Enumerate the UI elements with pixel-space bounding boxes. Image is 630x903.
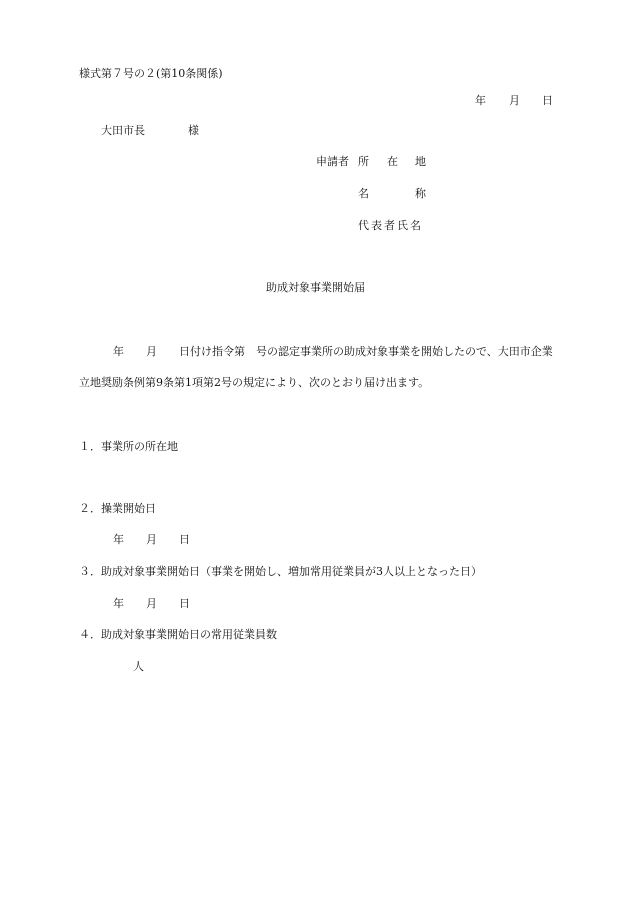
date-month-label: 月 [509, 94, 520, 107]
applicant-representative: 代表者氏名 [358, 219, 423, 232]
item-unit-label: 人 [133, 660, 144, 673]
item-month-label: 月 [146, 597, 157, 610]
applicant-address-char: 所 [358, 155, 369, 168]
item-label: １．事業所の所在地 [79, 440, 178, 453]
document-title: 助成対象事業開始届 [266, 281, 365, 294]
body-day-text: 日付け指令第 [179, 345, 245, 358]
item-label: ２．操業開始日 [79, 502, 156, 515]
item-label: ４．助成対象事業開始日の常用従業員数 [79, 628, 277, 641]
item-label: ３．助成対象事業開始日（事業を開始し、増加常用従業員が3人以上となった日） [79, 565, 482, 578]
addressee-name: 大田市長 [101, 124, 145, 137]
applicant-label: 申請者 [316, 155, 349, 168]
body-line-2: 立地奨励条例第9条第1項第2号の規定により、次のとおり届け出ます。 [79, 376, 430, 389]
date-year-label: 年 [475, 94, 486, 107]
applicant-address-char: 地 [415, 155, 426, 168]
applicant-name-char: 名 [358, 187, 369, 200]
body-number-text: 号の認定事業所の助成対象事業を開始したので、大田市企業 [256, 345, 553, 358]
item-month-label: 月 [146, 533, 157, 546]
item-year-label: 年 [113, 533, 124, 546]
item-day-label: 日 [179, 597, 190, 610]
date-day-label: 日 [542, 94, 553, 107]
form-number: 様式第７号の２(第10条関係) [79, 67, 223, 80]
addressee-honorific: 様 [188, 124, 199, 137]
applicant-name-char: 称 [415, 187, 426, 200]
item-day-label: 日 [179, 533, 190, 546]
body-year-label: 年 [113, 345, 124, 358]
item-year-label: 年 [113, 597, 124, 610]
body-month-label: 月 [146, 345, 157, 358]
applicant-address-char: 在 [387, 155, 398, 168]
